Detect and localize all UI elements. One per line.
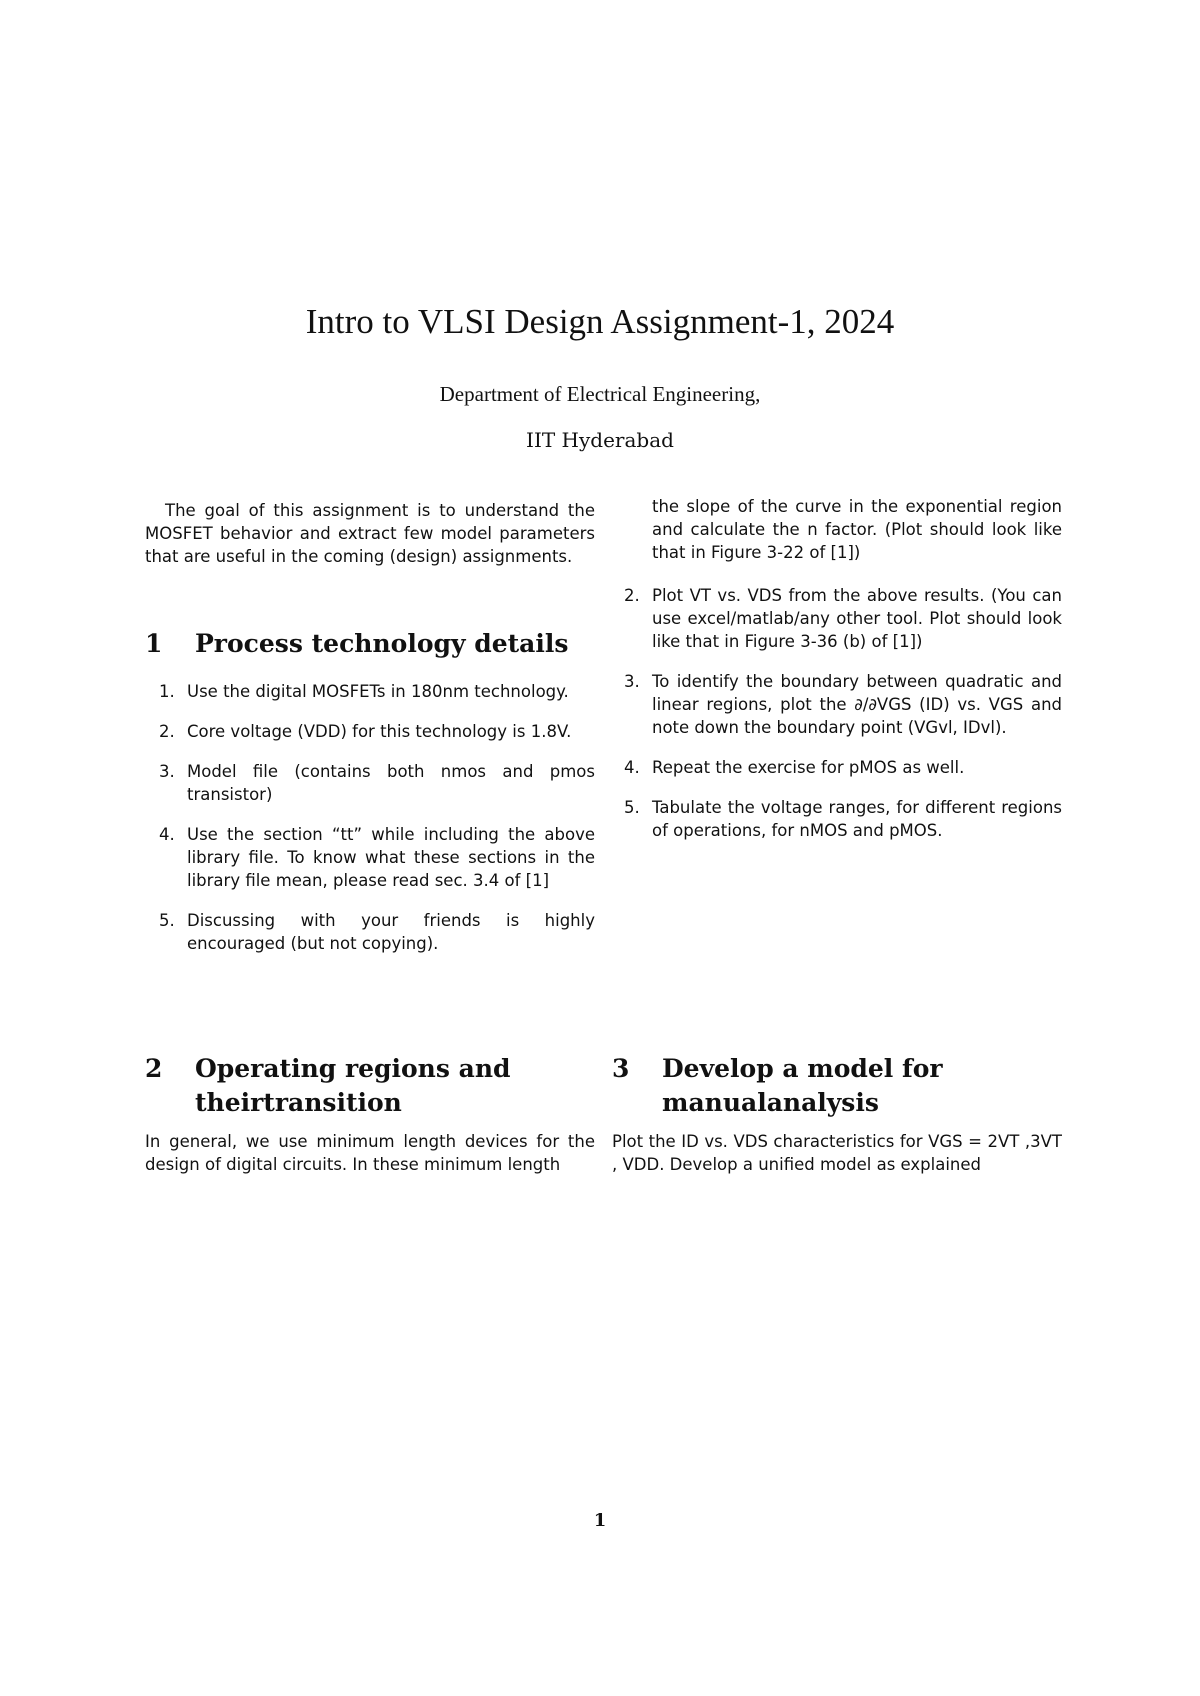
institute-line: IIT Hyderabad xyxy=(526,428,674,452)
list-item xyxy=(145,760,595,806)
section-2-title-line1: Operating regions and xyxy=(195,1054,511,1083)
list-number: 2. xyxy=(159,722,175,741)
section-3-heading xyxy=(612,1052,1082,1122)
list-text: Repeat the exercise for pMOS as well. xyxy=(652,758,965,777)
list-item xyxy=(610,756,1062,779)
page-number: 1 xyxy=(593,1510,607,1531)
section-3-number: 3 xyxy=(612,1054,630,1083)
section-2-title xyxy=(195,1052,510,1120)
list-item xyxy=(145,680,595,703)
section-1-list xyxy=(145,680,595,972)
list-number: 3. xyxy=(159,762,175,781)
list-number: 5. xyxy=(159,911,175,930)
right-column-list xyxy=(610,584,1062,859)
section-3-title-line2: manualanalysis xyxy=(662,1088,879,1117)
section-1-heading xyxy=(145,627,615,661)
section-2-text: In general, we use minimum length devices for the design of digital circuits. In these minimum length xyxy=(145,1132,595,1174)
section-3-text: Plot the ID vs. VDS characteristics for VGS = 2VT ,3VT , VDD. Develop a unified model as explained xyxy=(612,1132,1062,1174)
list-text: Plot VT vs. VDS from the above results. (You can use excel/matlab/any other tool. Plot should look like that in Figure 3-36 (b) of [1]) xyxy=(652,586,1062,651)
section-3-title xyxy=(662,1052,943,1120)
list-item xyxy=(610,584,1062,653)
list-text: Use the digital MOSFETs in 180nm technology. xyxy=(187,682,569,701)
section-2-body xyxy=(145,1130,595,1176)
list-number: 4. xyxy=(159,825,175,844)
list-text: To identify the boundary between quadratic and linear regions, plot the ∂/∂VGS (ID) vs. VGS and note down the boundary point (VGvl, IDvl). xyxy=(652,672,1062,737)
list-item xyxy=(610,670,1062,739)
section-3-title-line1: Develop a model for xyxy=(662,1054,943,1083)
abstract-paragraph xyxy=(145,499,595,568)
list-text: Model file (contains both nmos and pmos transistor) xyxy=(187,762,595,804)
list-item xyxy=(145,823,595,892)
continued-text: the slope of the curve in the exponential region and calculate the n factor. (Plot should look like that in Figure 3-22 of [1]) xyxy=(652,497,1062,562)
list-text: Discussing with your friends is highly encouraged (but not copying). xyxy=(187,911,595,953)
section-2-title-line2: theirtransition xyxy=(195,1088,402,1117)
section-1-number: 1 xyxy=(145,629,163,658)
list-item xyxy=(145,720,595,743)
section-1-title: Process technology details xyxy=(195,629,569,658)
list-number: 5. xyxy=(624,798,640,817)
department-line: Department of Electrical Engineering, xyxy=(439,382,761,406)
list-item xyxy=(610,796,1062,842)
list-number: 4. xyxy=(624,758,640,777)
list-number: 1. xyxy=(159,682,175,701)
document-title: Intro to VLSI Design Assignment-1, 2024 xyxy=(305,302,895,341)
list-text: Use the section “tt” while including the above library file. To know what these sections in the library file mean, please read sec. 3.4 of [1] xyxy=(187,825,595,890)
section-2-heading xyxy=(145,1052,615,1122)
list-item xyxy=(145,909,595,955)
continued-paragraph xyxy=(652,495,1062,564)
list-text: Core voltage (VDD) for this technology is 1.8V. xyxy=(187,722,572,741)
list-text: Tabulate the voltage ranges, for different regions of operations, for nMOS and pMOS. xyxy=(652,798,1062,840)
section-2-number: 2 xyxy=(145,1054,163,1083)
section-3-body xyxy=(612,1130,1062,1176)
abstract-text: The goal of this assignment is to understand the MOSFET behavior and extract few model parameters that are useful in the coming (design) assignments. xyxy=(145,501,595,566)
list-number: 2. xyxy=(624,586,640,605)
list-number: 3. xyxy=(624,672,640,691)
